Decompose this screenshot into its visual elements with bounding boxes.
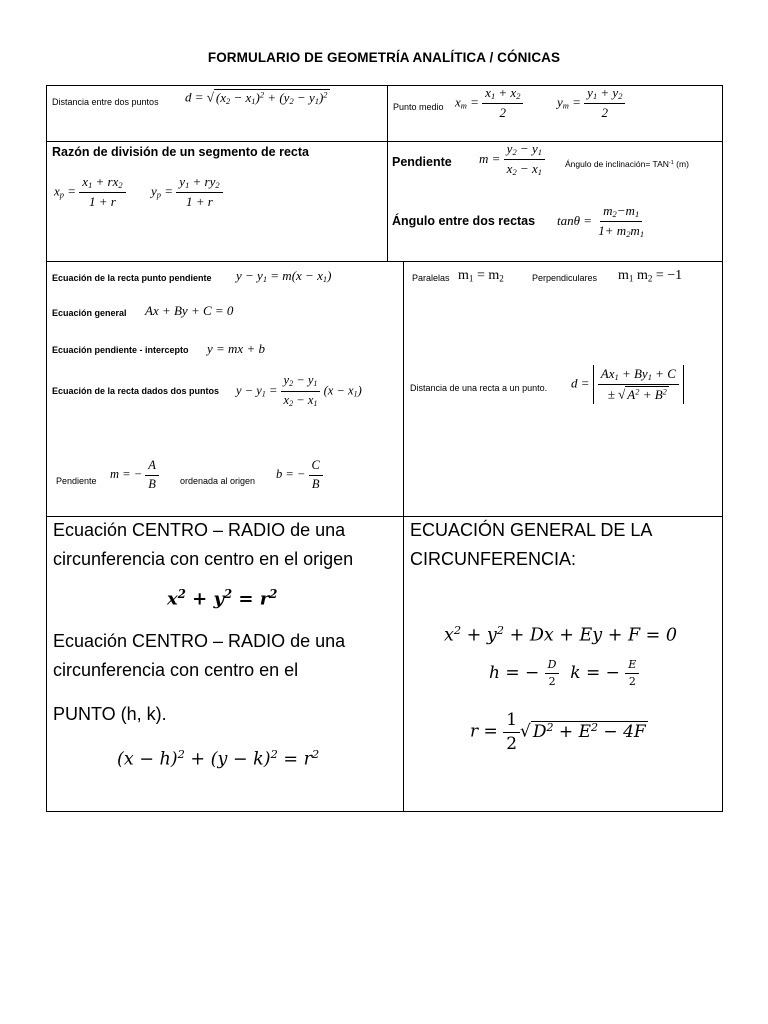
razon-yp: $y_p$ = $\frac{y_1 + ry_2}{1 + r}$ (151, 175, 223, 210)
pendiente-ab-label: Pendiente (56, 476, 97, 486)
pendiente-intercepto-formula: y = mx + b (207, 341, 265, 356)
circ-general-line2: CIRCUNFERENCIA: (410, 549, 577, 569)
circ-general-formula: $x^2 + y^2 + Dx + Ey + F = 0$ (444, 623, 678, 646)
perpendiculares-formula: $m_1$ $m_2 = -1$ (618, 268, 683, 284)
circ-origen-line2: circunferencia con centro en el origen (53, 549, 354, 569)
circ-punto-formula: $(x - h)^2 + (y - k)^2 = r^2$ (117, 747, 320, 770)
cell-distancia (46, 85, 388, 142)
paralelas-label: Paralelas (412, 273, 450, 283)
distancia-label: Distancia entre dos puntos (52, 97, 159, 107)
dos-puntos-formula: $y - y_1$ = $\frac{y_2 - y_1}{x_2 - x_1}$ $(x - x_1)$ (236, 373, 362, 408)
punto-medio-xm: $x_m$ = $\frac{x_1 + x_2}{2}$ (455, 86, 523, 121)
angulo-rectas-label: Ángulo entre dos rectas (392, 214, 536, 228)
razon-xp: $x_p$ = $\frac{x_1 + rx_2}{1 + r}$ (54, 175, 126, 210)
angulo-inclinacion-label: Ángulo de inclinación= $TAN^{-1}$ (m) (565, 159, 689, 169)
circ-general-r: r = $\frac{1}{2}$ √ $D^2 + E^2 - 4F$ (470, 710, 646, 754)
circ-origen-line1: Ecuación CENTRO – RADIO de una (53, 520, 346, 540)
punto-pendiente-label: Ecuación de la recta punto pendiente (52, 273, 212, 283)
distancia-recta-label: Distancia de una recta a un punto. (410, 383, 548, 393)
paralelas-formula: $m_1 = m_2$ (458, 268, 504, 284)
punto-medio-label: Punto medio (393, 102, 444, 112)
circ-general-hk: h = − $\frac{D}{2}$ k = − $\frac{E}{2}$ (489, 659, 639, 688)
punto-pendiente-formula: $y - y_1 = m(x - x_1)$ (236, 268, 332, 285)
pendiente-ab-formula: m = − $\frac{A}{B}$ (110, 459, 159, 492)
ordenada-label: ordenada al origen (180, 476, 256, 486)
circ-punto-line2: circunferencia con centro en el (53, 660, 299, 680)
circ-origen-formula: $x^2 + y^2 = r^2$ (167, 587, 278, 610)
cell-recta (46, 261, 404, 517)
cell-circunferencia-centro-radio (46, 516, 404, 812)
ecuacion-general-label: Ecuación general (52, 308, 127, 318)
circ-punto-line1: Ecuación CENTRO – RADIO de una (53, 631, 346, 651)
circ-general-line1: ECUACIÓN GENERAL DE LA (410, 520, 653, 540)
cell-paralelas (403, 261, 723, 517)
cell-razon (46, 141, 388, 262)
ordenada-formula: b = − $\frac{C}{B}$ (276, 459, 323, 492)
ecuacion-general-formula: Ax + By + C = 0 (145, 303, 234, 318)
cell-punto-medio (387, 85, 723, 142)
distancia-recta-formula: d = $\frac{Ax_1 + By_1 + C}{\pm √ A^2 + B^2}$ (571, 365, 684, 404)
pendiente-formula: m = $\frac{y_2 - y_1}{x_2 - x_1}$ (479, 142, 545, 178)
cell-ecuacion-general-circunferencia (403, 516, 723, 812)
dos-puntos-label: Ecuación de la recta dados dos puntos (52, 386, 220, 396)
razon-label: Razón de división de un segmento de recta (52, 145, 309, 159)
angulo-rectas-formula: tanθ = $\frac{m_2-m_1}{1+ m_2m_1}$ (557, 203, 645, 240)
punto-medio-ym: $y_m$ = $\frac{y_1 + y_2}{2}$ (557, 86, 625, 121)
cell-pendiente (387, 141, 723, 262)
perpendiculares-label: Perpendiculares (532, 273, 598, 283)
circ-punto-line3: PUNTO (h, k). (53, 704, 167, 724)
document-title: FORMULARIO DE GEOMETRÍA ANALÍTICA / CÓNICAS (207, 50, 561, 65)
pendiente-intercepto-label: Ecuación pendiente - intercepto (52, 345, 189, 355)
pendiente-label: Pendiente (392, 155, 452, 169)
distancia-formula: d = √ $(x_2 - x_1)^2 + (y_2 - y_1)^2$ (185, 89, 328, 106)
